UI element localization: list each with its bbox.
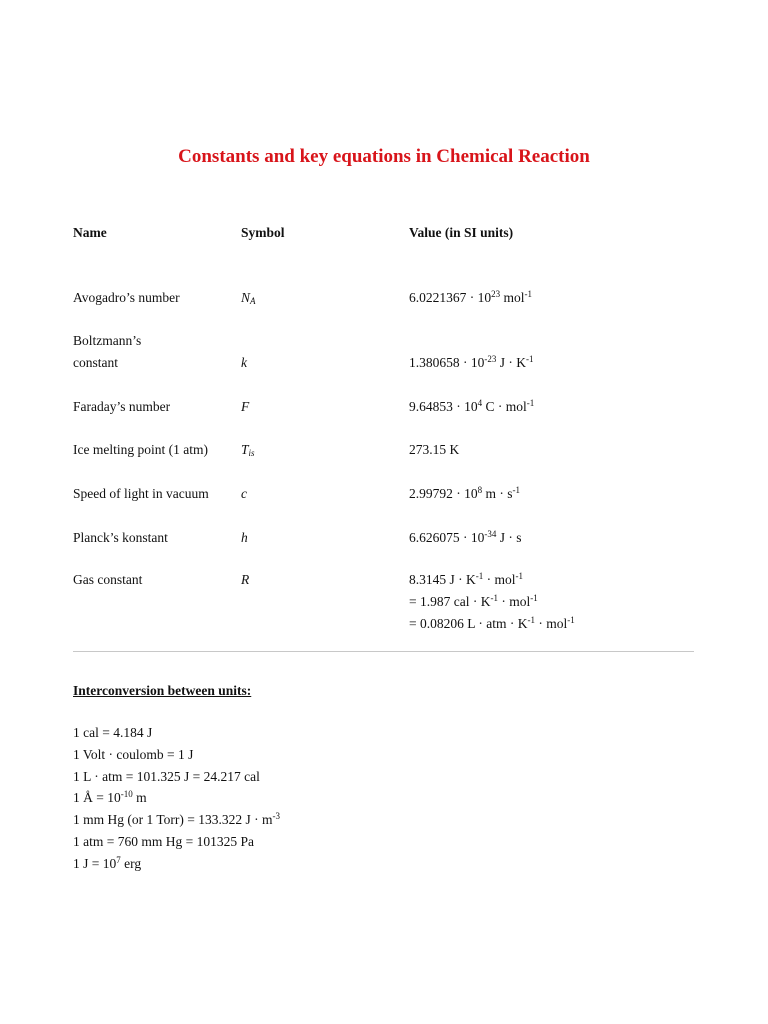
supscript-text: -1 xyxy=(512,485,520,495)
constant-value xyxy=(409,396,534,418)
text-segment: 9.64853 · 10 xyxy=(409,399,478,414)
text-segment: 1 Å = 10 xyxy=(73,790,121,806)
header-value: Value (in SI units) xyxy=(409,225,514,240)
supscript-text: 4 xyxy=(477,398,483,408)
supscript-text: -1 xyxy=(526,398,535,408)
constant-symbol xyxy=(241,527,248,549)
text-segment: C · mol xyxy=(482,399,527,414)
value-line xyxy=(409,352,534,374)
value-line xyxy=(409,591,575,613)
constant-value xyxy=(409,527,522,549)
supscript-text: -23 xyxy=(484,354,497,364)
text-segment: 1 cal = 4.184 J xyxy=(73,725,153,740)
supscript-text: -34 xyxy=(484,529,497,539)
name-line: Boltzmann’s xyxy=(73,333,142,348)
constant-value xyxy=(409,483,520,505)
value-line xyxy=(409,483,520,505)
conversion-line xyxy=(73,853,280,875)
constant-value xyxy=(409,439,459,461)
text-segment: 8.3145 J · K xyxy=(409,572,476,587)
text-segment: 1 atm = 760 mm Hg = 101325 Pa xyxy=(73,833,254,849)
text-segment: 2.99792 · 10 xyxy=(409,486,478,501)
text-segment: 1.380658 · 10 xyxy=(409,355,485,370)
name-line: Speed of light in vacuum xyxy=(73,486,209,501)
conversion-line xyxy=(73,744,280,766)
text-segment: J · s xyxy=(496,530,522,545)
text-segment: h xyxy=(241,530,248,545)
constant-name xyxy=(73,330,141,374)
supscript-text: -1 xyxy=(515,571,523,581)
name-line: Gas constant xyxy=(73,572,143,587)
supscript-text: 7 xyxy=(116,854,121,865)
constant-value xyxy=(409,569,575,635)
text-segment: 6.0221367 · 10 xyxy=(409,290,492,305)
constant-name xyxy=(73,439,208,461)
conversion-line xyxy=(73,787,280,809)
constant-symbol xyxy=(241,396,249,418)
text-segment: 6.626075 · 10 xyxy=(409,530,485,545)
text-segment: mol xyxy=(500,290,525,305)
value-line xyxy=(409,439,459,461)
constant-value xyxy=(409,287,532,309)
text-segment: c xyxy=(241,486,247,501)
text-segment: k xyxy=(241,355,247,370)
value-line xyxy=(409,396,534,418)
conversion-line xyxy=(73,831,280,853)
text-segment: 273.15 K xyxy=(409,442,460,457)
divider xyxy=(73,651,694,652)
text-segment: · mol xyxy=(497,594,531,609)
text-segment: m · s xyxy=(482,486,513,501)
constant-name xyxy=(73,396,170,418)
conversion-line xyxy=(73,722,280,744)
name-line: Avogadro’s number xyxy=(73,290,180,305)
supscript-text: -1 xyxy=(527,615,535,625)
conversion-list xyxy=(73,722,280,875)
text-segment: 1 J = 10 xyxy=(73,855,117,871)
constant-value xyxy=(409,352,534,374)
constant-symbol xyxy=(241,569,249,591)
supscript-text: -1 xyxy=(490,593,498,603)
text-segment: T xyxy=(241,442,249,457)
text-segment: · mol xyxy=(534,616,568,631)
value-line xyxy=(409,569,575,591)
text-segment: F xyxy=(241,399,250,414)
text-segment: J · K xyxy=(496,355,526,370)
name-line: Faraday’s number xyxy=(73,399,171,414)
text-segment: erg xyxy=(120,855,142,871)
supscript-text: -1 xyxy=(567,615,575,625)
text-segment: · mol xyxy=(483,572,516,587)
value-line xyxy=(409,527,522,549)
supscript-text: -1 xyxy=(526,354,534,364)
supscript-text: 8 xyxy=(477,485,483,495)
constant-symbol xyxy=(241,439,255,461)
text-segment: N xyxy=(241,290,251,305)
name-line: Ice melting point (1 atm) xyxy=(73,442,208,457)
supscript-text: -1 xyxy=(530,593,538,603)
constant-name xyxy=(73,287,180,309)
conversion-line xyxy=(73,809,280,831)
text-segment: 1 mm Hg (or 1 Torr) = 133.322 J · m xyxy=(73,812,273,828)
constant-symbol xyxy=(241,352,247,374)
header-name: Name xyxy=(73,225,107,240)
constant-name xyxy=(73,527,168,549)
text-segment: = 0.08206 L · atm · K xyxy=(409,616,528,631)
subscript-text: A xyxy=(250,296,256,306)
header-symbol: Symbol xyxy=(241,225,285,240)
text-segment: = 1.987 cal · K xyxy=(409,594,491,609)
supscript-text: -3 xyxy=(272,811,281,822)
name-line: Planck’s konstant xyxy=(73,530,168,545)
value-line xyxy=(409,613,575,635)
constant-name xyxy=(73,569,142,591)
constant-symbol xyxy=(241,287,256,309)
constant-symbol xyxy=(241,483,247,505)
supscript-text: 23 xyxy=(491,289,501,299)
value-line xyxy=(409,287,532,309)
supscript-text: -10 xyxy=(120,789,133,800)
text-segment: 1 Volt · coulomb = 1 J xyxy=(73,746,194,762)
supscript-text: -1 xyxy=(475,571,484,581)
conversion-line xyxy=(73,766,280,788)
name-line: constant xyxy=(73,355,118,370)
supscript-text: -1 xyxy=(524,289,533,299)
subscript-text: is xyxy=(248,448,255,458)
section-heading: Interconversion between units: xyxy=(73,683,252,698)
page-title: Constants and key equations in Chemical Reaction xyxy=(178,146,590,167)
text-segment: m xyxy=(132,790,147,806)
text-segment: R xyxy=(241,572,250,587)
text-segment: 1 L · atm = 101.325 J = 24.217 cal xyxy=(73,768,260,784)
constant-name xyxy=(73,483,209,505)
